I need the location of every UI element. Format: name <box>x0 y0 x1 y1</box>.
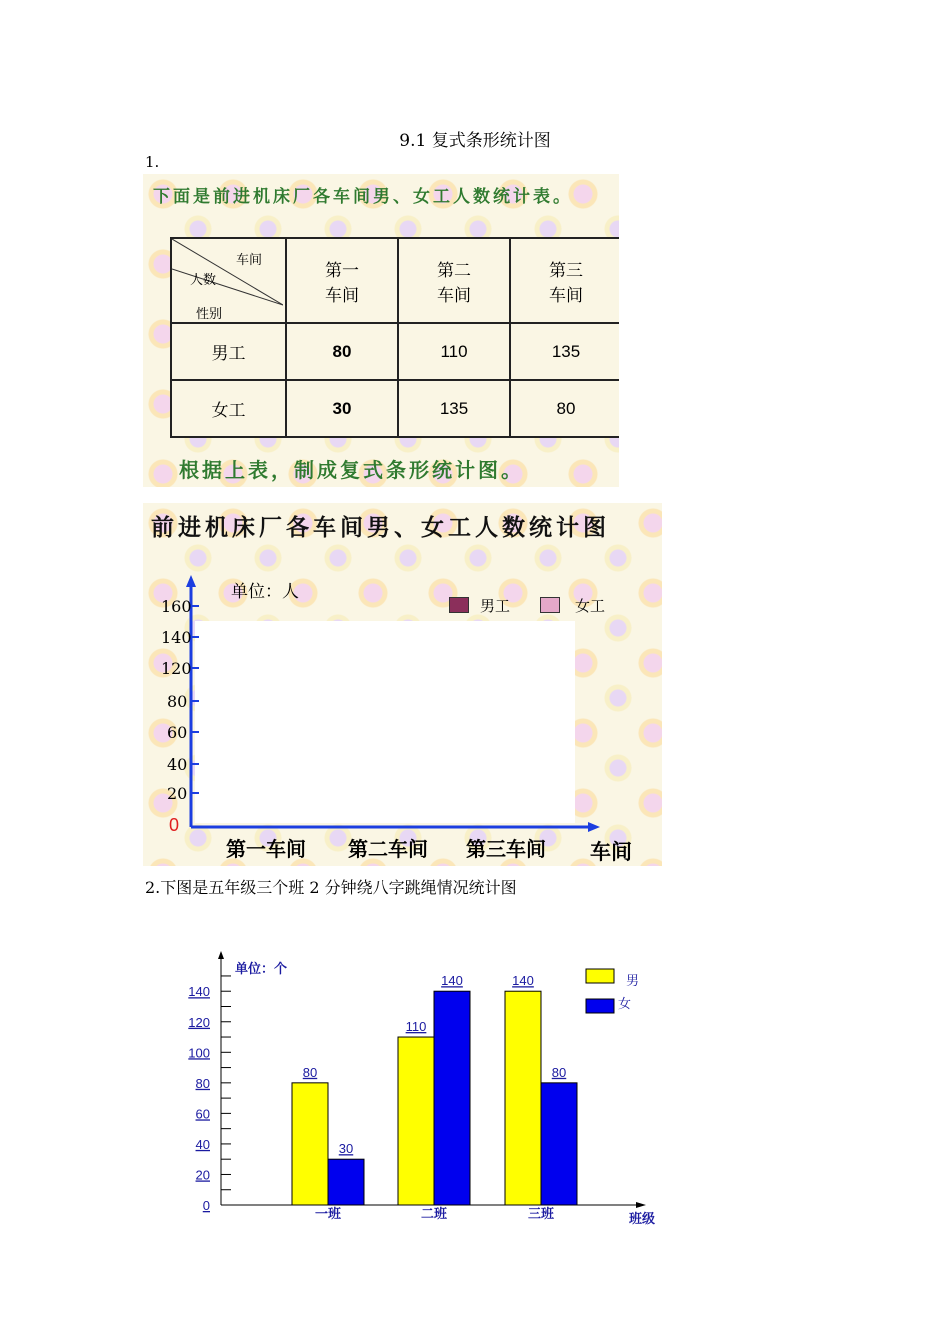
x-tick-label: 一班 <box>314 1206 342 1221</box>
x-tick-label: 三班 <box>527 1206 555 1221</box>
table-intro-text: 下面是前进机床厂各车间男、女工人数统计表。 <box>153 187 573 207</box>
bar <box>541 1083 577 1205</box>
table-header-workshop-3: 第三 车间 <box>510 238 619 323</box>
y-tick-60: 60 <box>167 723 188 742</box>
y-tick-140: 140 <box>161 628 192 647</box>
table-cell: 110 <box>398 323 510 380</box>
instruction-text: 根据上表，制成复式条形统计图。 <box>179 458 524 482</box>
question-2-number: 2. <box>145 878 161 897</box>
x-tick-label: 二班 <box>420 1206 448 1221</box>
row-label-male: 男工 <box>171 323 286 380</box>
y-tick-120: 120 <box>161 659 192 678</box>
y-axis-ticks <box>221 976 231 1190</box>
corner-diagonal-lines <box>172 239 283 324</box>
y-tick-20: 20 <box>167 784 188 803</box>
bar <box>505 991 541 1205</box>
legend-label-male: 男 <box>626 973 640 988</box>
x-axis-title: 班级 <box>629 1211 656 1226</box>
chart1-title: 前进机床厂各车间男、女工人数统计图 <box>151 515 610 541</box>
table-cell: 80 <box>286 323 398 380</box>
y-tick-40: 40 <box>167 755 188 774</box>
question-2-intro: 下图是五年级三个班 2 分钟绕八字跳绳情况统计图 <box>160 878 517 897</box>
legend-female-label: 女工 <box>575 597 606 615</box>
y-tick-label: 20 <box>195 1167 210 1183</box>
bar <box>328 1159 364 1205</box>
x-category-1: 第一车间 <box>226 837 306 861</box>
y-tick-80: 80 <box>167 692 188 711</box>
x-category-3: 第三车间 <box>466 837 546 861</box>
corner-label-count: 人数 <box>190 273 217 288</box>
x-category-2: 第二车间 <box>348 837 428 861</box>
y-axis-labels <box>188 984 210 1213</box>
table-cell: 135 <box>398 380 510 437</box>
y-tick-160: 160 <box>161 597 192 616</box>
y-tick-label: 100 <box>188 1045 210 1061</box>
chart1-unit: 单位：人 <box>231 582 299 602</box>
y-tick-label: 80 <box>195 1075 210 1091</box>
question-1-number: 1. <box>145 153 160 171</box>
y-tick-label: 120 <box>188 1014 210 1030</box>
y-tick-label: 40 <box>195 1136 210 1152</box>
x-axis-labels <box>315 1206 555 1221</box>
table-header-row <box>171 238 619 323</box>
legend-male-swatch <box>449 597 469 613</box>
legend-female-swatch <box>540 597 560 613</box>
bar-value-label: 140 <box>512 973 534 989</box>
legend-swatch-female <box>586 999 614 1013</box>
y-tick-label: 140 <box>188 984 210 1000</box>
bar-value-label: 80 <box>302 1064 318 1080</box>
bars <box>292 991 577 1205</box>
y-tick-label: 0 <box>202 1198 210 1213</box>
question-2-text <box>145 875 517 898</box>
table-row <box>171 323 619 380</box>
data-table <box>170 237 619 438</box>
legend-swatch-male <box>586 969 614 983</box>
legend-male-label: 男工 <box>480 597 511 615</box>
bar <box>434 991 470 1205</box>
table-cell: 30 <box>286 380 398 437</box>
chart1-axes <box>143 503 662 866</box>
page-title: 9.1 复式条形统计图 <box>399 131 551 151</box>
corner-label-workshop: 车间 <box>236 253 263 268</box>
statistics-table-panel <box>143 174 619 487</box>
bar <box>398 1037 434 1205</box>
table-header-workshop-2: 第二 车间 <box>398 238 510 323</box>
legend-label-female: 女 <box>618 996 632 1011</box>
corner-label-gender: 性别 <box>196 307 223 322</box>
table-corner-cell <box>171 238 286 323</box>
table-row <box>171 380 619 437</box>
y-tick-0: 0 <box>169 815 180 835</box>
chart2-legend <box>586 969 639 1013</box>
row-label-female: 女工 <box>171 380 286 437</box>
y-axis-unit-label: 单位：个 <box>235 961 288 976</box>
jump-rope-bar-chart <box>170 945 690 1245</box>
table-header-workshop-1: 第一 车间 <box>286 238 398 323</box>
bar <box>292 1083 328 1205</box>
bar-value-label: 110 <box>405 1019 427 1035</box>
bar-value-label: 30 <box>338 1141 354 1157</box>
bar-value-label: 140 <box>441 973 463 989</box>
bar-value-label: 80 <box>551 1064 567 1080</box>
table-cell: 135 <box>510 323 619 380</box>
blank-chart-panel <box>143 503 662 866</box>
table-cell: 80 <box>510 380 619 437</box>
y-tick-label: 60 <box>195 1106 210 1122</box>
x-axis-label: 车间 <box>590 840 632 864</box>
